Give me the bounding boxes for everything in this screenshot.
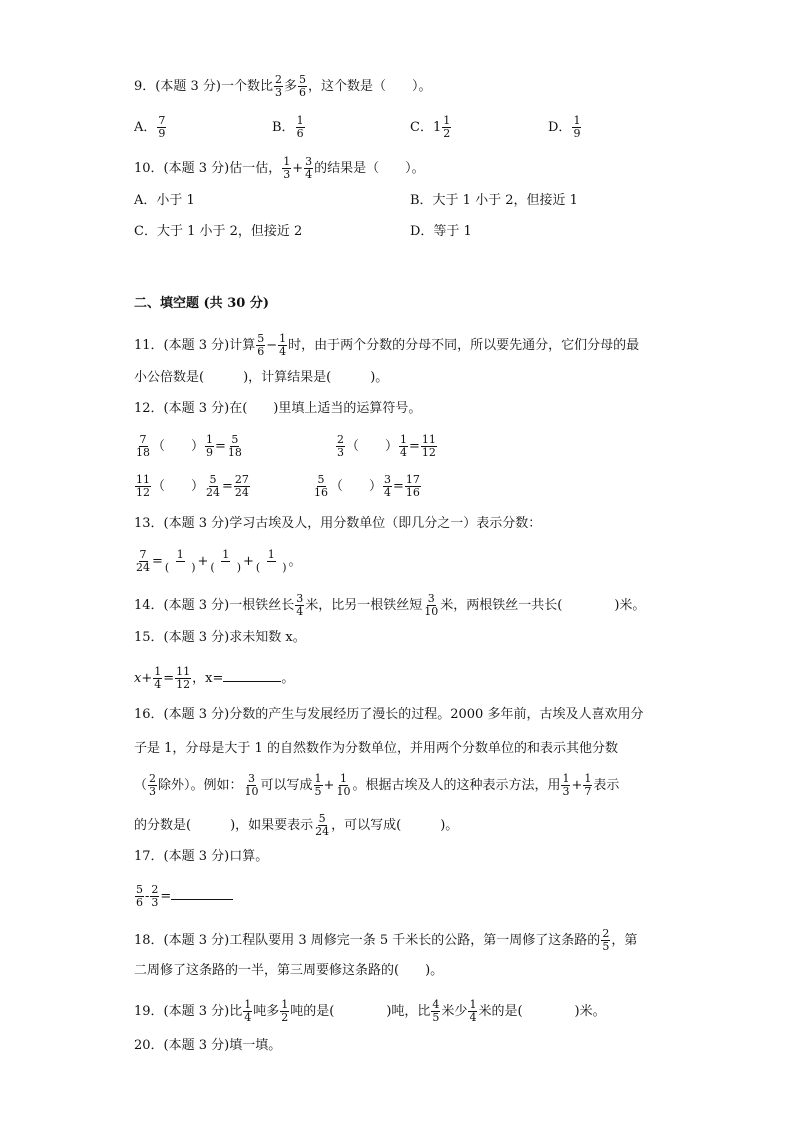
q10-option-c[interactable]: C．大于 1 小于 2，但接近 2	[134, 224, 303, 239]
fraction: $\frac{7}{18}$	[136, 433, 150, 459]
fraction: $\frac{11}{12}$	[176, 665, 191, 691]
operator-blank[interactable]: （ ）	[346, 439, 399, 454]
answer-blank[interactable]	[171, 888, 233, 900]
q9-text: 一个数比	[220, 79, 273, 94]
unit-fraction-blank[interactable]: 1 ( )	[255, 548, 287, 574]
fraction: $\frac{4}{5}$	[432, 998, 440, 1024]
fraction: $\frac{1}{9}$	[573, 114, 581, 140]
question-12: 12．(本题 3 分)在( )里填上适当的运算符号。	[134, 401, 422, 416]
fraction: $\frac{3}{10}$	[244, 772, 259, 798]
fraction: $\frac{1}{4}$	[154, 665, 162, 691]
q15-equation: x+ $\frac{1}{4}$ = $\frac{11}{12}$ ，x= 。	[134, 665, 295, 691]
q12-row1-left: $\frac{7}{18}$ （ ） $\frac{1}{9}$ = $\frac{5}{18}$	[136, 433, 242, 459]
fraction: $\frac{1}{4}$	[400, 433, 408, 459]
question-13: 13．(本题 3 分)学习古埃及人，用分数单位（即几分之一）表示分数：	[134, 516, 542, 531]
section-heading: 二、填空题 (共 30 分)	[134, 296, 269, 311]
fraction: $\frac{3}{10}$	[424, 592, 439, 618]
q10-option-a[interactable]: A．小于 1	[134, 193, 195, 208]
operator-blank[interactable]: （ ）	[152, 479, 205, 494]
fraction: $\frac{3}{4}$	[305, 155, 313, 181]
q10-option-d[interactable]: D．等于 1	[410, 224, 472, 239]
question-10: 10．(本题 3 分)估一估， $\frac{1}{3}$ + $\frac{3}{4}$ 的结果是（ ）。	[134, 155, 425, 181]
fraction: $\frac{27}{24}$	[234, 473, 249, 499]
q18-line2: 二周修了这条路的一半，第三周要修这条路的( )。	[134, 963, 444, 978]
fraction: $\frac{2}{5}$	[602, 927, 610, 953]
question-16: 16．(本题 3 分)分数的产生与发展经历了漫长的过程。2000 多年前，古埃及人喜欢用分	[134, 707, 644, 722]
q9-label: 9．(本题 3 分)	[134, 79, 221, 94]
fraction: $\frac{1}{2}$	[443, 114, 451, 140]
q12-row2-left: $\frac{11}{12}$ （ ） $\frac{5}{24}$ = $\frac{27}{24}$	[136, 473, 249, 499]
fraction: $\frac{3}{4}$	[296, 592, 304, 618]
question-18: 18．(本题 3 分)工程队要用 3 周修完一条 5 千米长的公路，第一周修了这条路的 $\frac{2}{5}$ ，第	[134, 927, 638, 953]
unit-fraction-blank[interactable]: 1 ( )	[210, 548, 241, 574]
question-20: 20．(本题 3 分)填一填。	[134, 1038, 282, 1053]
fraction: $\frac{7}{24}$	[136, 548, 150, 574]
fraction: $\frac{2}{3}$	[151, 883, 159, 909]
operator-blank[interactable]: （ ）	[330, 479, 383, 494]
fraction: $\frac{17}{16}$	[405, 473, 420, 499]
fraction: $\frac{11}{12}$	[136, 473, 150, 499]
fraction: $\frac{7}{9}$	[158, 114, 166, 140]
fraction: $\frac{5}{24}$	[315, 812, 330, 838]
fraction: $\frac{1}{7}$	[584, 772, 592, 798]
q11-line2: 小公倍数是( )，计算结果是( )。	[134, 370, 389, 385]
fraction: $\frac{1}{6}$	[296, 114, 304, 140]
fraction: $\frac{1}{5}$	[314, 772, 322, 798]
fraction: $\frac{5}{24}$	[206, 473, 221, 499]
fraction: $\frac{1}{4}$	[279, 332, 287, 358]
q9-option-a[interactable]: A． $\frac{7}{9}$	[134, 114, 166, 140]
fraction: $\frac{3}{4}$	[384, 473, 392, 499]
q9-option-b[interactable]: B． $\frac{1}{6}$	[272, 114, 304, 140]
fraction: $\frac{11}{12}$	[421, 433, 436, 459]
fraction: $\frac{5}{6}$	[136, 883, 143, 909]
fraction: $\frac{2}{3}$	[337, 433, 344, 459]
fraction: $\frac{1}{10}$	[336, 772, 351, 798]
answer-blank[interactable]	[223, 670, 281, 682]
question-14: 14．(本题 3 分)一根铁丝长 $\frac{3}{4}$ 米，比另一根铁丝短 $\frac{3}{10}$ 米，两根铁丝一共长( )米。	[134, 592, 646, 618]
q10-option-b[interactable]: B．大于 1 小于 2，但接近 1	[410, 193, 578, 208]
fraction: $\frac{5}{6}$	[257, 332, 265, 358]
q9-option-c[interactable]: C．1 $\frac{1}{2}$	[410, 114, 451, 140]
q12-row2-right: $\frac{5}{16}$ （ ） $\frac{3}{4}$ = $\frac{17}{16}$	[314, 473, 420, 499]
q13-equation: $\frac{7}{24}$ = 1 ( ) + 1 ( ) + 1 ( ) 。	[136, 548, 302, 574]
fraction: $\frac{1}{4}$	[244, 998, 252, 1024]
q16-line4: 的分数是( )，如果要表示 $\frac{5}{24}$ ，可以写成( )。	[134, 812, 459, 838]
fraction: $\frac{1}{3}$	[562, 772, 570, 798]
fraction: $\frac{1}{2}$	[281, 998, 289, 1024]
fraction: $\frac{1}{4}$	[469, 998, 477, 1024]
operator-blank[interactable]: （ ）	[152, 439, 205, 454]
question-11: 11．(本题 3 分)计算 $\frac{5}{6}$ − $\frac{1}{4}$ 时，由于两个分数的分母不同，所以要先通分，它们分母的最	[134, 332, 640, 358]
q16-line2: 子是 1，分母是大于 1 的自然数作为分数单位，并用两个分数单位的和表示其他分数	[134, 741, 618, 756]
q10-label: 10．(本题 3 分)	[134, 161, 230, 176]
fraction: $\frac{5}{6}$	[298, 73, 306, 99]
fraction: $\frac{5}{16}$	[314, 473, 328, 499]
unit-fraction-blank[interactable]: 1 ( )	[164, 548, 196, 574]
fraction: $\frac{1}{3}$	[283, 155, 291, 181]
question-9: 9．(本题 3 分)一个数比 $\frac{2}{3}$ 多 $\frac{5}{6}$ ，这个数是（ ）。	[134, 73, 432, 99]
fraction: $\frac{5}{18}$	[227, 433, 242, 459]
fraction: $\frac{2}{3}$	[274, 73, 282, 99]
q12-row1-right: $\frac{2}{3}$ （ ） $\frac{1}{4}$ = $\frac{11}{12}$	[337, 433, 436, 459]
question-19: 19．(本题 3 分)比 $\frac{1}{4}$ 吨多 $\frac{1}{2}$ 吨的是( )吨，比 $\frac{4}{5}$ 米少 $\frac{1}{4}$ 米的是( )米。	[134, 998, 606, 1024]
question-15: 15．(本题 3 分)求未知数 x。	[134, 630, 306, 645]
q16-line3: （ $\frac{2}{3}$ 除外）。例如： $\frac{3}{10}$ 可以写成 $\frac{1}{5}$ + $\frac{1}{10}$ 。根据古埃及人的这种表示方法，用 $\frac{1}{3}$ + $\frac{1}{7}$ 表示	[134, 772, 620, 798]
fraction: $\frac{2}{3}$	[149, 772, 157, 798]
fraction: $\frac{1}{9}$	[206, 433, 214, 459]
q17-equation: $\frac{5}{6}$ - $\frac{2}{3}$ =	[134, 884, 233, 909]
question-17: 17．(本题 3 分)口算。	[134, 849, 269, 864]
q9-option-d[interactable]: D． $\frac{1}{9}$	[548, 114, 581, 140]
